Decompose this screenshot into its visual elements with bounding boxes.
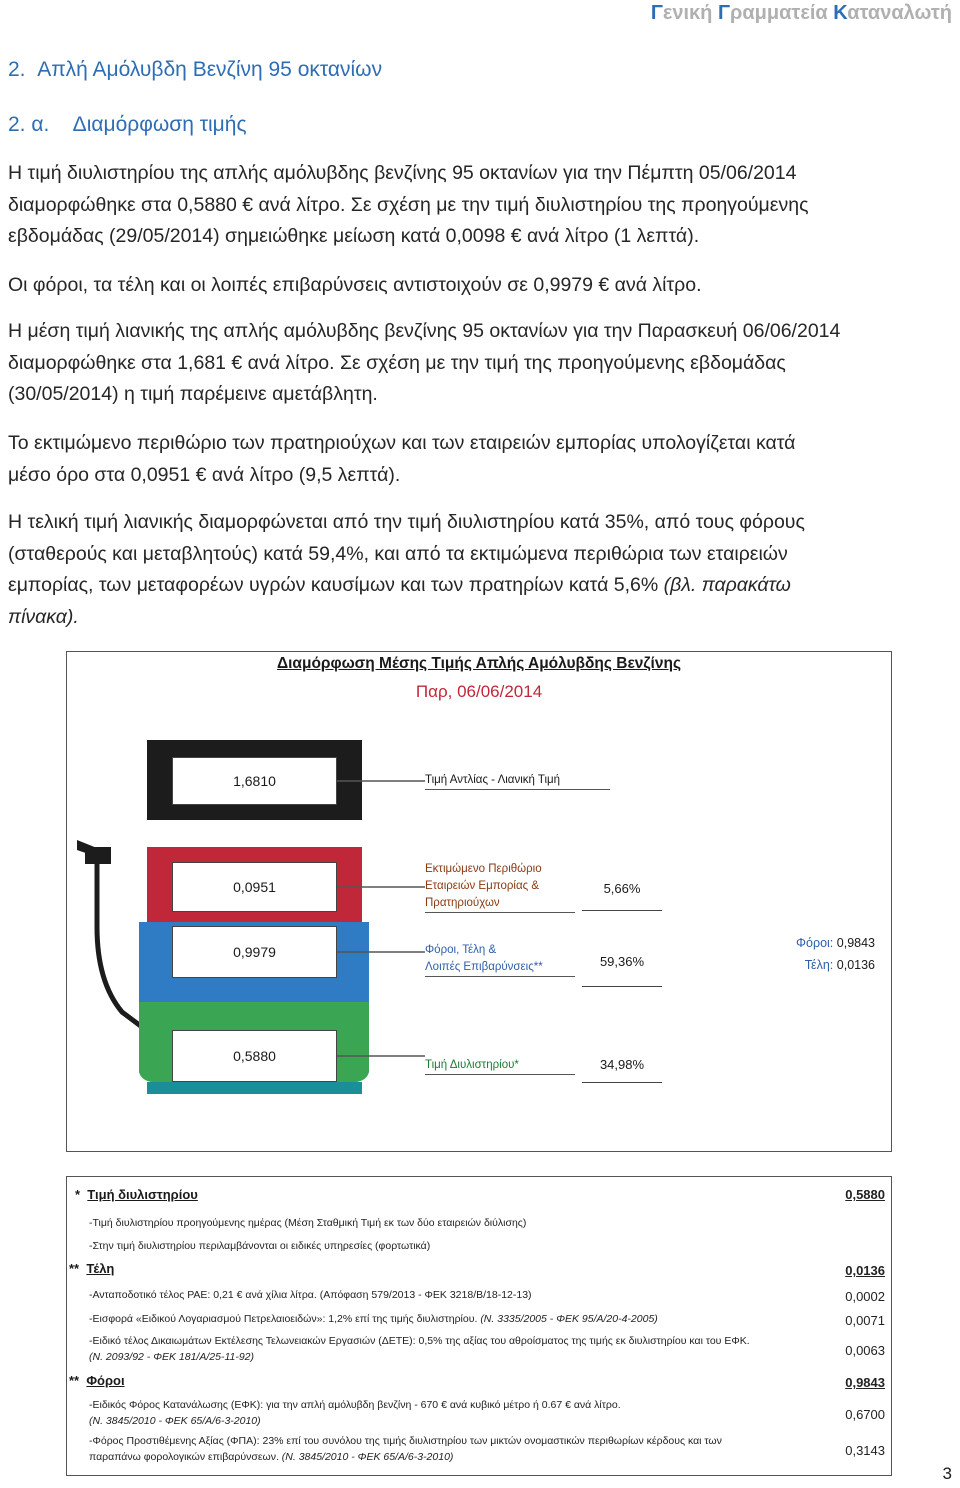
paragraph-breakdown: Η τελική τιμή λιανικής διαμορφώνεται από την τιμή διυλιστηρίου κατά 35%, από τους φόρους (σταθερούς και μεταβλητούς) κατά 59,4%, και από τα εκτιμώμενα περιθώρια των εταιρειών εμπορίας, των μεταφορέων υγρών καυσίμων και των πρατηρίων κατά 5,6% (βλ. παρακάτω πίνακα). [8, 511, 805, 628]
footnote-fees-value: 0,0136 [845, 1263, 885, 1278]
footnote-line: -Τιμή διυλιστηρίου προηγούμενης ημέρας (Μέση Σταθμική Τιμή εκ των δύο εταιρειών διύλισης) [89, 1217, 527, 1229]
taxes-value: 0,9979 [172, 926, 337, 978]
margin-value: 0,0951 [172, 862, 337, 912]
footnote-taxes-value: 0,9843 [845, 1375, 885, 1390]
refinery-percentage: 34,98% [582, 1047, 662, 1083]
paragraph-taxes: Οι φόροι, τα τέλη και οι λοιπές επιβαρύνσεις αντιστοιχούν σε 0,9979 € ανά λίτρο. [8, 274, 702, 296]
footnote-refinery-value: 0,5880 [845, 1187, 885, 1202]
taxes-label: Φόροι, Τέλη & Λοιπές Επιβαρύνσεις** [425, 942, 575, 977]
refinery-value: 0,5880 [172, 1030, 337, 1082]
footnote-line: (Ν. 2093/92 - ΦΕΚ 181/Α/25-11-92) [89, 1351, 255, 1363]
organization-header: Γενική Γραμματεία Καταναλωτή [650, 2, 952, 24]
footnote-line: -Στην τιμή διυλιστηρίου περιλαμβάνονται οι ειδικές υπηρεσίες (φορτωτικά) [89, 1240, 431, 1252]
taxes-percentage: 59,36% [582, 937, 662, 987]
refinery-label: Τιμή Διυλιστηρίου* [425, 1057, 575, 1075]
infographic-title: Διαμόρφωση Μέσης Τιμής Απλής Αμόλυβδης Βενζίνης [276, 655, 682, 672]
page-number: 3 [942, 1464, 952, 1483]
footnote-line: (Ν. 3845/2010 - ΦΕΚ 65/Α/6-3-2010) [89, 1415, 261, 1427]
footnote-fees-title: ** Τέλη [69, 1261, 115, 1276]
infographic-date: Παρ, 06/06/2014 [415, 682, 543, 701]
footnote-item-value: 0,0063 [845, 1343, 885, 1358]
footnotes-box [66, 1176, 892, 1476]
taxes-detail: Φόροι: 0,9843 Τέλη: 0,0136 [796, 936, 875, 972]
footnote-item-value: 0,6700 [845, 1407, 885, 1422]
pump-base [147, 1082, 362, 1094]
paragraph-margin: Το εκτιμώμενο περιθώριο των πρατηριούχων και των εταιρειών εμπορίας υπολογίζεται κατά μέσο όρο στα 0,0951 € ανά λίτρο (9,5 λεπτά). [8, 432, 796, 486]
footnote-refinery-title: * Τιμή διυλιστηρίου [75, 1187, 198, 1202]
footnote-item-value: 0,0002 [845, 1289, 885, 1304]
footnote-line: -Ειδικό τέλος Δικαιωμάτων Εκτέλεσης Τελωνειακών Εργασιών (ΔΕΤΕ): 0,5% της αξίας του αθροίσματος της τιμής εκ διυλιστηρίου και του ΕΦΚ. [89, 1335, 750, 1347]
price-breakdown-infographic [66, 651, 892, 1152]
pump-hose [97, 857, 142, 1027]
retail-price-label: Τιμή Αντλίας - Λιανική Τιμή [425, 772, 610, 790]
footnote-line: -Ανταποδοτικό τέλος ΡΑΕ: 0,21 € ανά χίλια λίτρα. (Απόφαση 579/2013 - ΦΕΚ 3218/Β/18-12-13) [89, 1289, 532, 1301]
paragraph-retail-price: Η μέση τιμή λιανικής της απλής αμόλυβδης βενζίνης 95 οκτανίων για την Παρασκευή 06/06/2014 διαμορφώθηκε στα 1,681 € ανά λίτρο. Σε σχέση με την τιμή της προηγούμενης εβδομάδας (30/05/2014) η τιμή παρέμεινε αμετάβλητη. [8, 320, 841, 405]
footnote-line: -Εισφορά «Ειδικού Λογαριασμού Πετρελαιοειδών»: 1,2% επί της τιμής διυλιστηρίου. (Ν. 3335/2005 - ΦΕΚ 95/Α/20-4-2005) [89, 1313, 658, 1325]
paragraph-refinery-price: Η τιμή διυλιστηρίου της απλής αμόλυβδης βενζίνης 95 οκτανίων για την Πέμπτη 05/06/2014 διαμορφώθηκε στα 0,5880 € ανά λίτρο. Σε σχέση με την τιμή διυλιστηρίου της προηγούμενης εβδομάδας (29/05/2014) σημειώθηκε μείωση κατά 0,0098 € ανά λίτρο (1 λεπτά). [8, 162, 809, 247]
subsection-heading: 2. α. Διαμόρφωση τιμής [8, 113, 247, 136]
footnote-line: -Ειδικός Φόρος Κατανάλωσης (ΕΦΚ): για την απλή αμόλυβδη βενζίνη - 670 € ανά κυβικό μέτρο ή 0.67 € ανά λίτρο. [89, 1399, 621, 1411]
footnote-item-value: 0,3143 [845, 1443, 885, 1458]
margin-percentage: 5,66% [582, 866, 662, 911]
retail-price-value: 1,6810 [172, 757, 337, 805]
footnote-item-value: 0,0071 [845, 1313, 885, 1328]
margin-label: Εκτιμώμενο Περιθώριο Εταιρειών Εμπορίας & Πρατηριούχων [425, 861, 575, 913]
section-heading: 2. Απλή Αμόλυβδη Βενζίνη 95 οκτανίων [8, 58, 383, 81]
footnote-line: -Φόρος Προστιθέμενης Αξίας (ΦΠΑ): 23% επί του συνόλου της τιμής διυλιστηρίου των μικτών ονομαστικών περιθωρίων κέρδους και των [89, 1435, 722, 1447]
footnote-taxes-title: ** Φόροι [69, 1373, 125, 1388]
footnote-line: παραπάνω φορολογικών επιβαρύνσεων. (Ν. 3845/2010 - ΦΕΚ 65/Α/6-3-2010) [89, 1451, 454, 1463]
